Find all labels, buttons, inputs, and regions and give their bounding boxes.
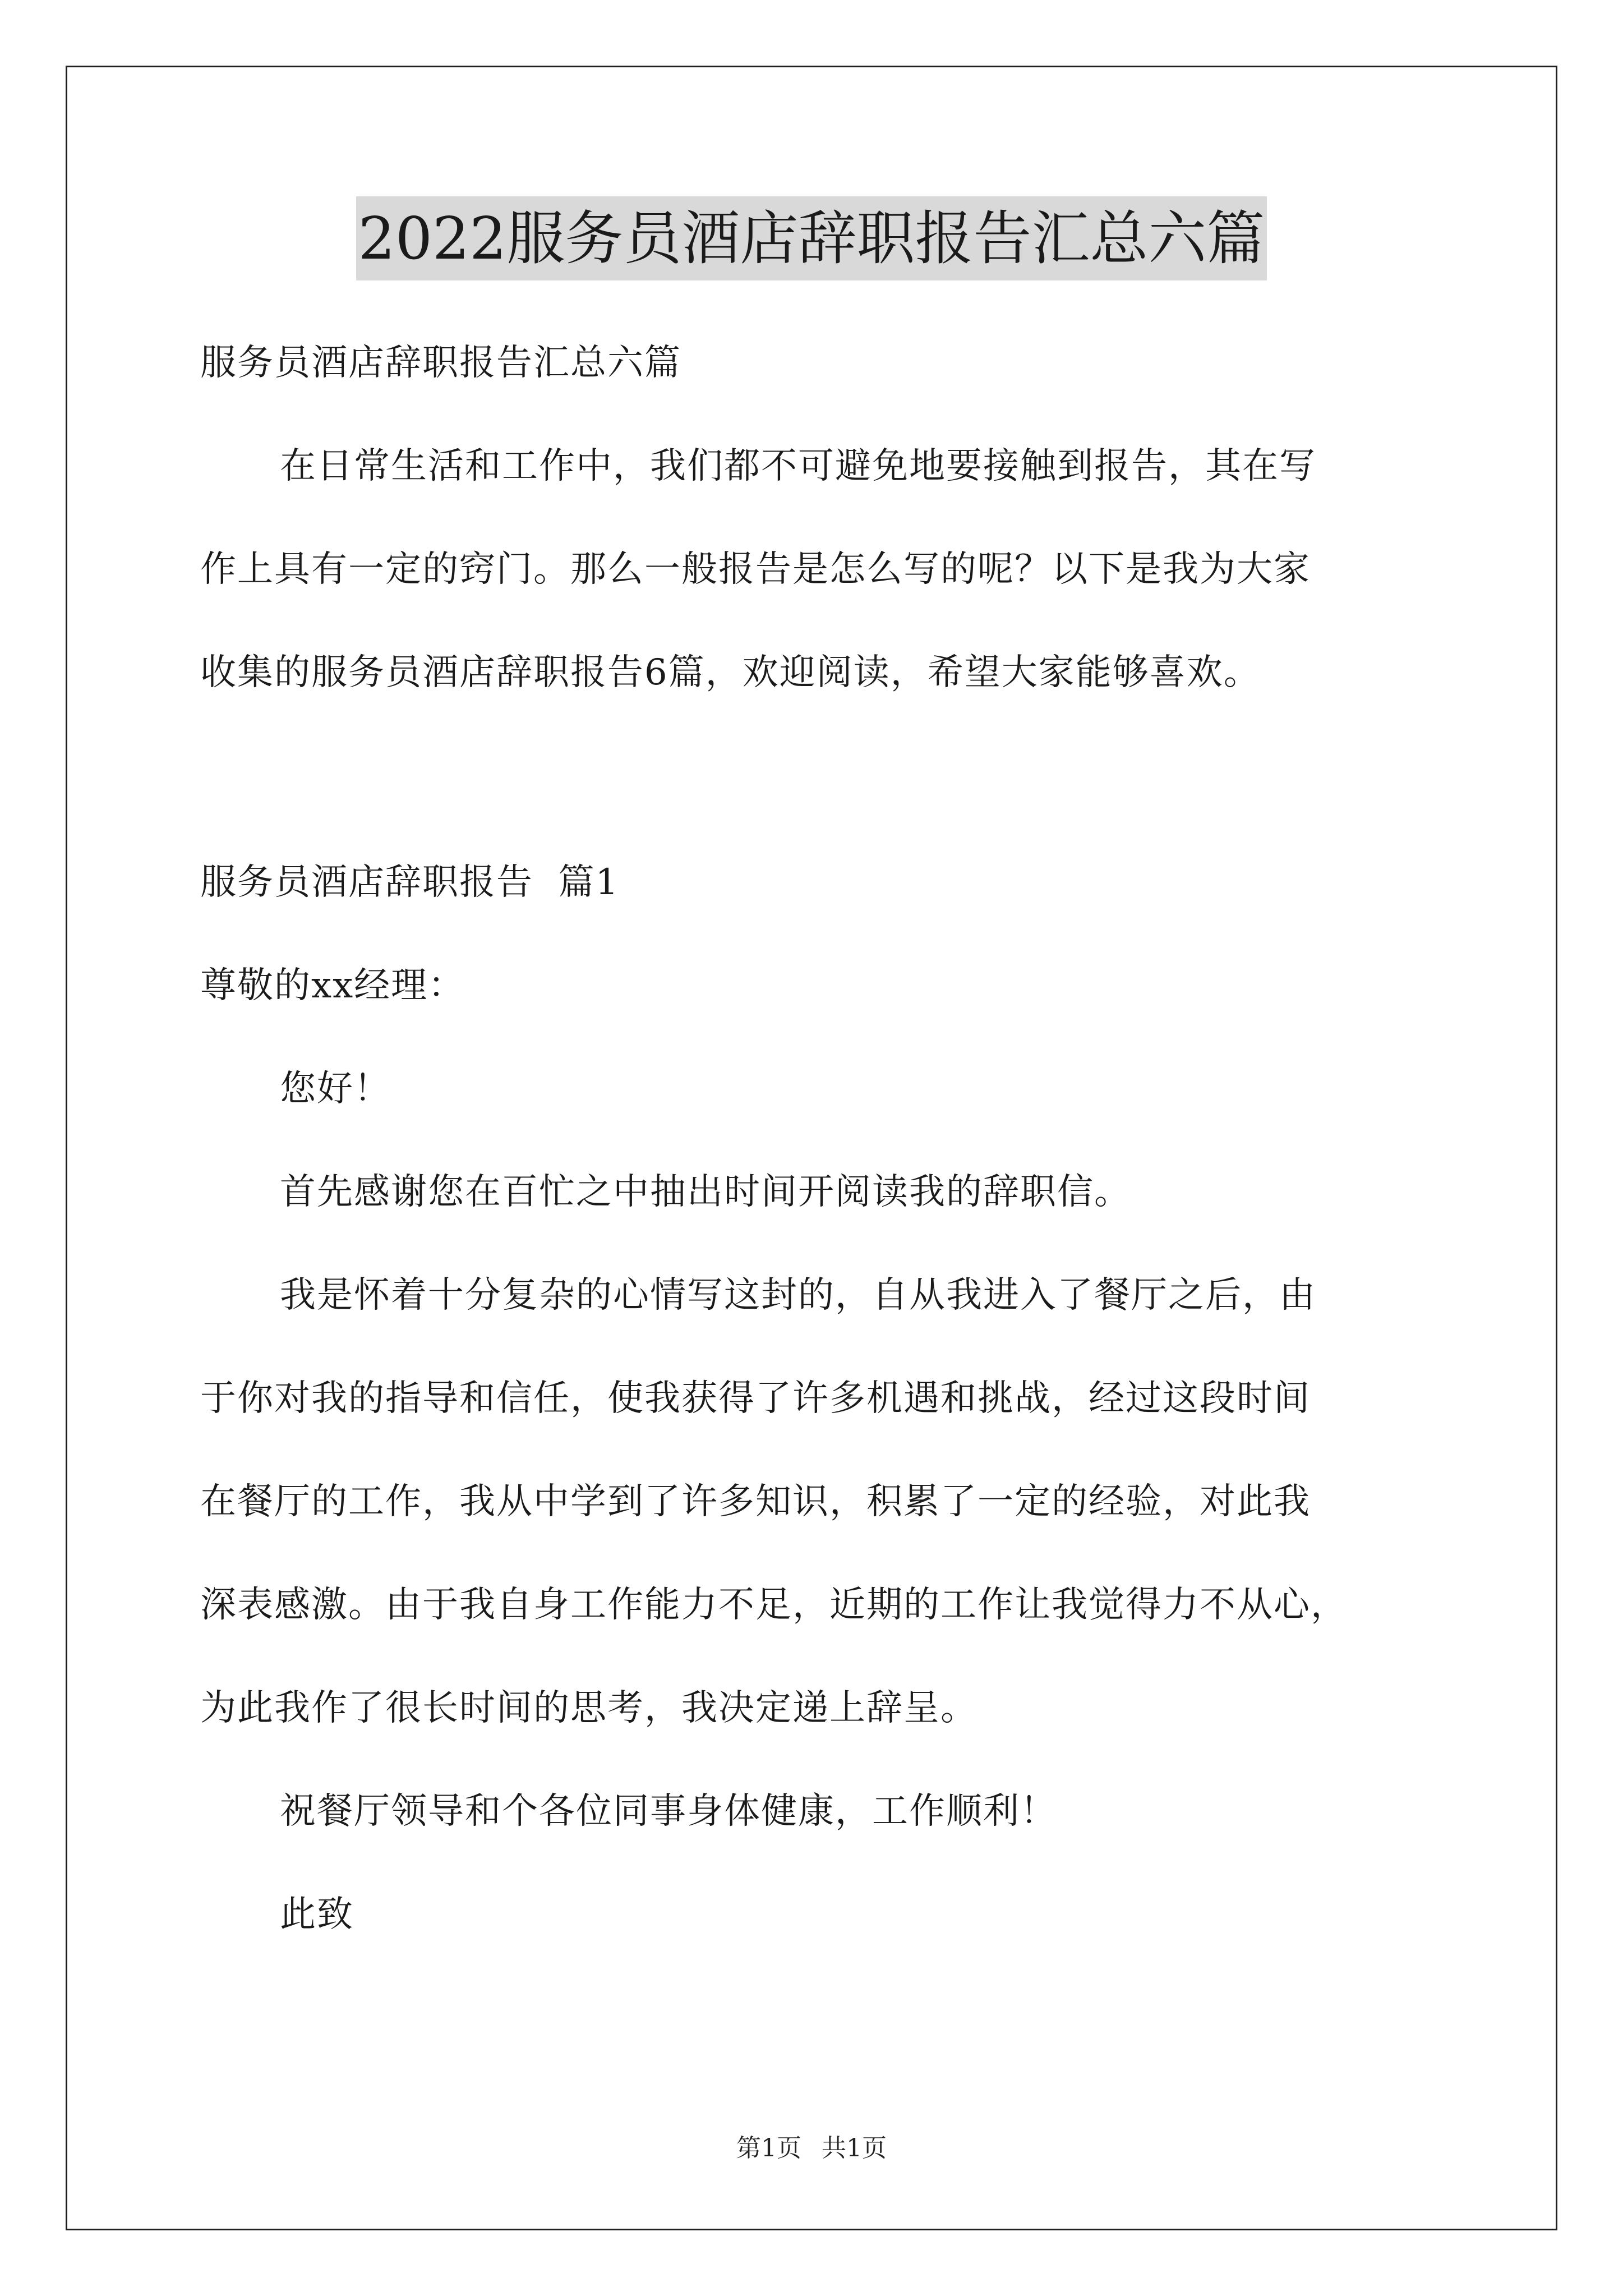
page-footer xyxy=(0,2132,1623,2165)
document-body xyxy=(200,311,1468,1966)
page-number-current: 第1页 xyxy=(736,2134,801,2162)
intro-line: 收集的服务员酒店辞职报告6篇，欢迎阅读，希望大家能够喜欢。 xyxy=(200,652,1261,693)
paragraph: 祝餐厅领导和个各位同事身体健康，工作顺利！ xyxy=(280,1791,1057,1832)
document-title: 2022服务员酒店辞职报告汇总六篇 xyxy=(356,196,1267,280)
intro-line: 作上具有一定的窍门。那么一般报告是怎么写的呢？以下是我为大家 xyxy=(200,549,1311,590)
paragraph-line: 在餐厅的工作，我从中学到了许多知识，积累了一定的经验，对此我 xyxy=(200,1481,1311,1522)
closing: 此致 xyxy=(280,1894,354,1935)
greeting: 您好！ xyxy=(280,1068,391,1110)
salutation: 尊敬的xx经理： xyxy=(200,965,465,1006)
spacer xyxy=(200,724,1468,831)
page-number-total: 共1页 xyxy=(822,2134,887,2162)
paragraph-line: 为此我作了很长时间的思考，我决定递上辞呈。 xyxy=(200,1687,978,1729)
subtitle: 服务员酒店辞职报告汇总六篇 xyxy=(200,342,681,384)
paragraph: 首先感谢您在百忙之中抽出时间开阅读我的辞职信。 xyxy=(280,1171,1131,1213)
paragraph-line: 深表感激。由于我自身工作能力不足，近期的工作让我觉得力不从心， xyxy=(200,1584,1348,1626)
section-heading: 服务员酒店辞职报告 篇1 xyxy=(200,862,620,903)
intro-line: 在日常生活和工作中，我们都不可避免地要接触到报告，其在写 xyxy=(280,445,1316,487)
paragraph-line: 我是怀着十分复杂的心情写这封的，自从我进入了餐厅之后，由 xyxy=(280,1274,1316,1316)
paragraph-line: 于你对我的指导和信任，使我获得了许多机遇和挑战，经过这段时间 xyxy=(200,1378,1311,1419)
title-container xyxy=(0,196,1623,280)
